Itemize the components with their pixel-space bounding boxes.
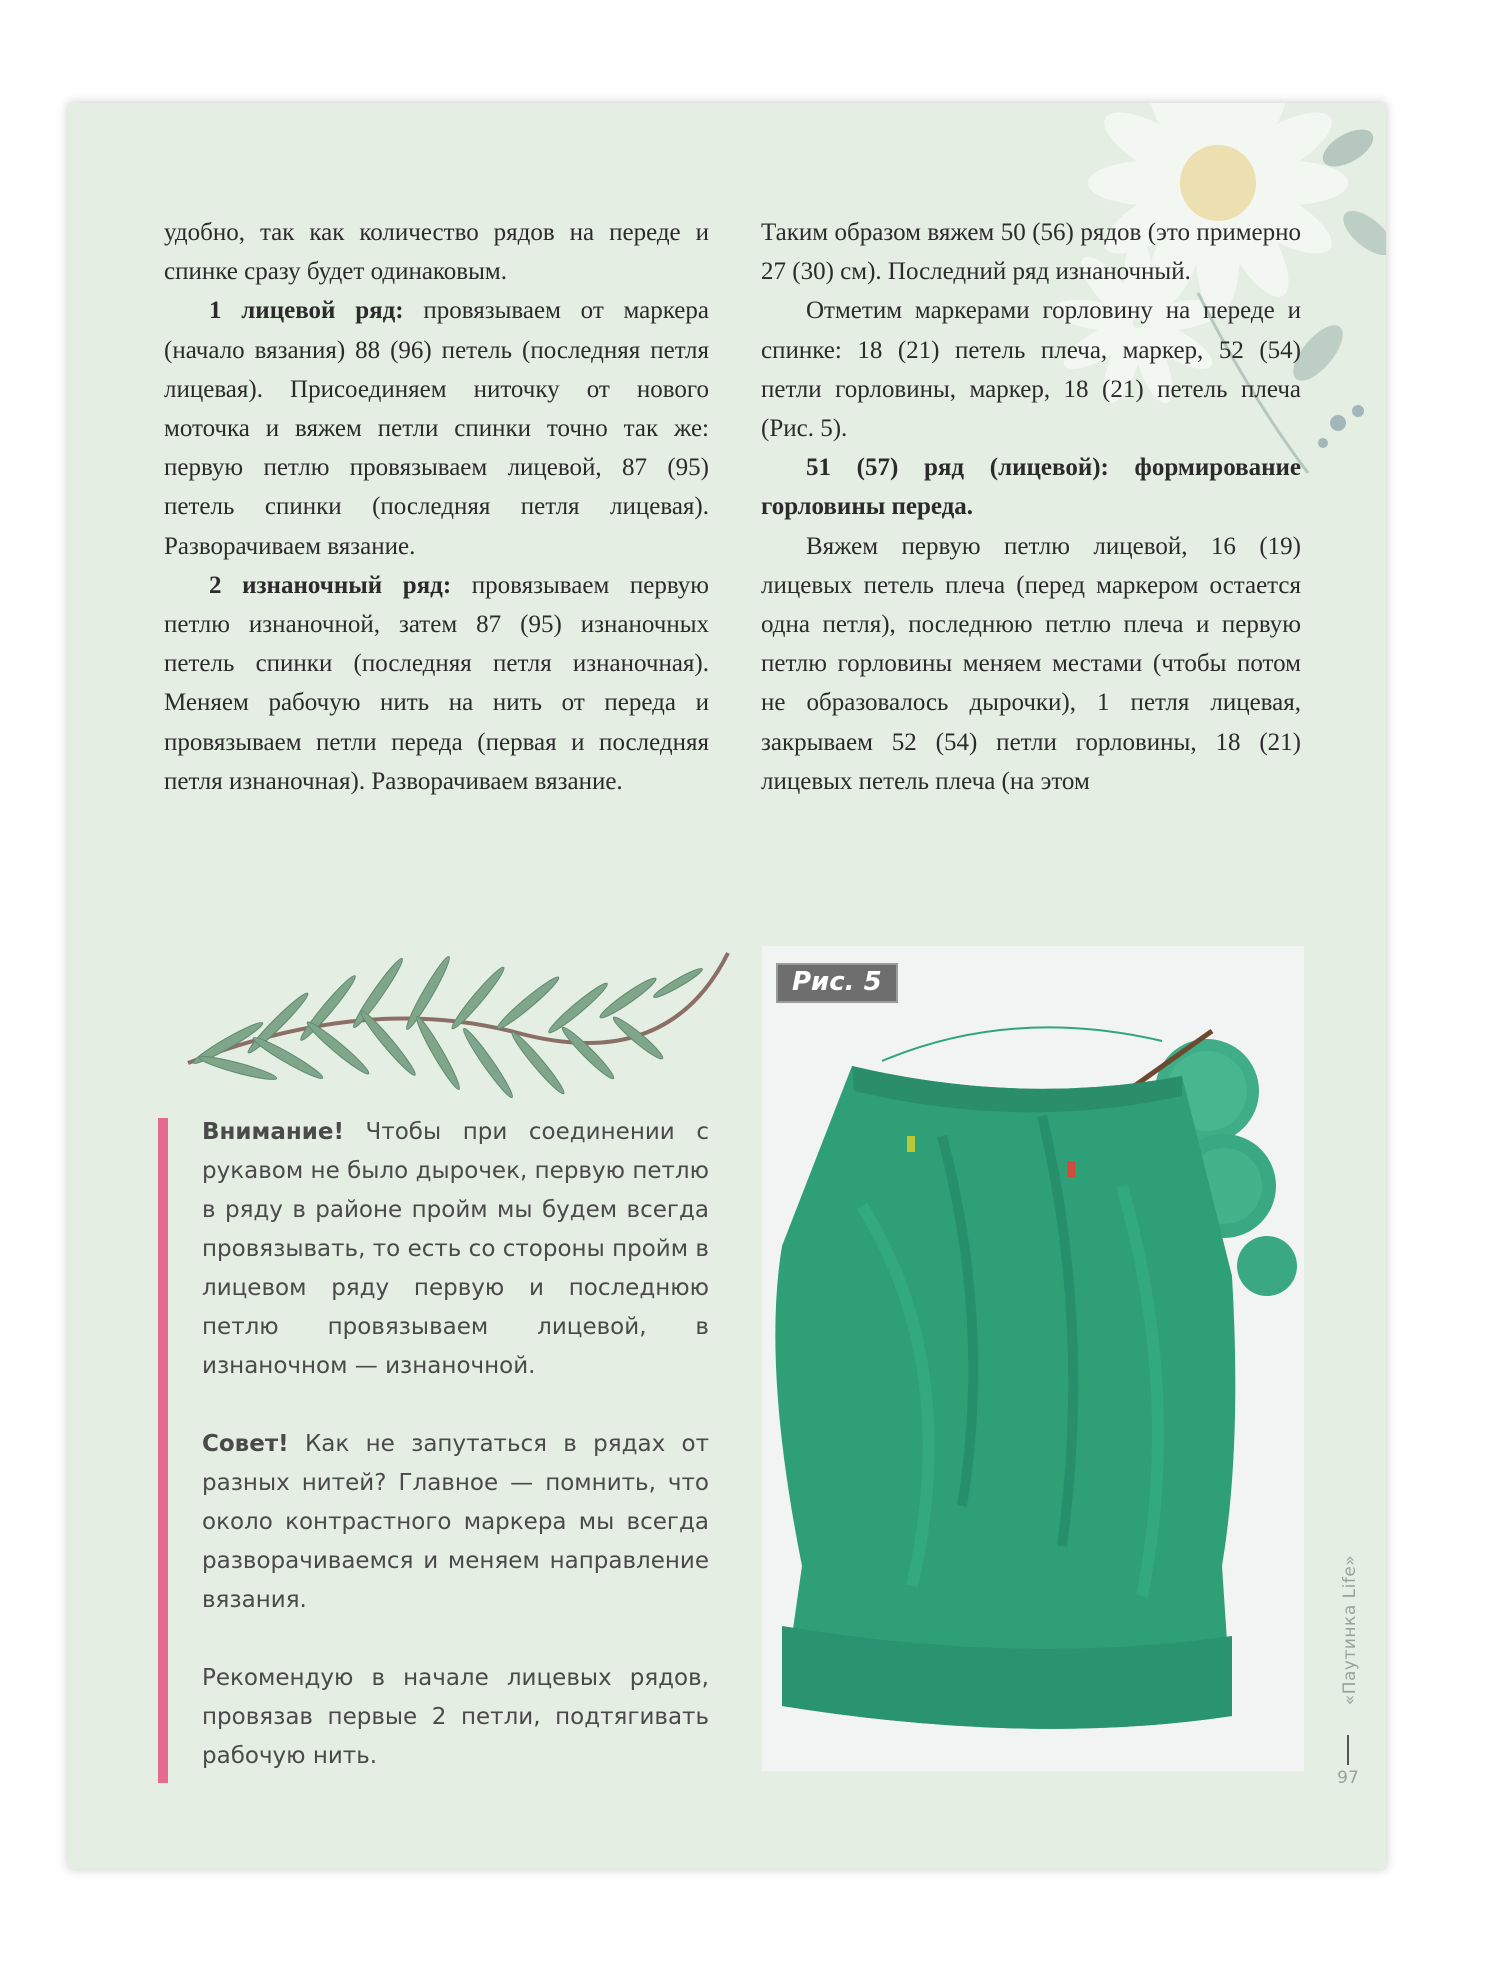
page bbox=[68, 103, 1386, 1869]
figure-label: Рис. 5 bbox=[776, 963, 898, 1003]
row-1-text: провязываем от маркера (начало вязания) 88 (96) петель (последняя петля лицевая). Присоединяем ниточку от нового моточка и вяжем петли спинки точно так же: первую петлю провязываем лицевой, 87 (95) петель спинки (последняя петля лицевая). Разворачиваем вязание. bbox=[164, 297, 709, 560]
figure-photo bbox=[762, 946, 1304, 1771]
paragraph: Вяжем первую петлю лицевой, 16 (19) лицевых петель плеча (перед маркером остается одна петля), последнюю петлю плеча и первую петлю горловины меняем местами (чтобы потом не образовалось дырочки), 1 петля лицевая, закрываем 52 (54) петли горловины, 18 (21) лицевых петель плеча (на этом bbox=[761, 532, 1301, 795]
attention-label: Внимание! bbox=[202, 1119, 344, 1145]
paragraph: Таким образом вяжем 50 (56) рядов (это примерно 27 (30) см). Последний ряд изнаночный. bbox=[761, 219, 1301, 286]
paragraph-row-51 bbox=[761, 448, 1301, 526]
page-number-divider bbox=[1347, 1735, 1349, 1765]
paragraph-row-1 bbox=[164, 291, 709, 565]
row-1-heading: 1 лицевой ряд: bbox=[209, 297, 404, 325]
note-accent-bar bbox=[158, 1118, 168, 1783]
attention-text: Чтобы при соединении с рукавом не было дырочек, первую петлю в ряду в районе пройм мы будем всегда провязывать, то есть со стороны пройм в лицевом ряду первую и последнюю петлю провязываем лицевой, в изнаночном — изнаночной. bbox=[202, 1119, 709, 1379]
recommend-paragraph: Рекомендую в начале лицевых рядов, провязав первые 2 петли, подтягивать рабочую нить. bbox=[202, 1665, 709, 1769]
page-number: 97 bbox=[1337, 1768, 1359, 1788]
row-2-text: провязываем первую петлю изнаночной, затем 87 (95) изнаночных петель спинки (последняя петля изнаночная). Меняем рабочую нить на нить от переда и провязываем петли переда (первая и последняя петля изнаночная). Разворачиваем вязание. bbox=[164, 571, 709, 795]
left-text-column bbox=[164, 213, 709, 801]
note-box bbox=[202, 1113, 709, 1815]
paragraph: Отметим маркерами горловину на переде и спинке: 18 (21) петель плеча, маркер, 52 (54) петли горловины, маркер, 18 (21) петель плеча (Рис. 5). bbox=[761, 297, 1301, 443]
row-51-heading: 51 (57) ряд (лицевой): формирование горловины переда. bbox=[761, 454, 1301, 521]
row-2-heading: 2 изнаночный ряд: bbox=[209, 571, 452, 599]
right-text-column bbox=[761, 213, 1301, 801]
running-title bbox=[1335, 1530, 1365, 1730]
paragraph-row-2 bbox=[164, 566, 709, 801]
rosemary-sprig-illustration bbox=[168, 913, 758, 1113]
attention-paragraph bbox=[202, 1113, 709, 1386]
tip-text: Как не запутаться в рядах от разных нитей? Главное — помнить, что около контрастного маркера мы всегда разворачиваемся и меняем направление вязания. bbox=[202, 1431, 709, 1613]
tip-paragraph bbox=[202, 1425, 709, 1620]
knitted-sweater-photo bbox=[762, 946, 1304, 1771]
paragraph: удобно, так как количество рядов на переде и спинке сразу будет одинаковым. bbox=[164, 219, 709, 286]
running-title-text: «Паутинка Life» bbox=[1340, 1554, 1360, 1706]
tip-label: Совет! bbox=[202, 1431, 289, 1457]
